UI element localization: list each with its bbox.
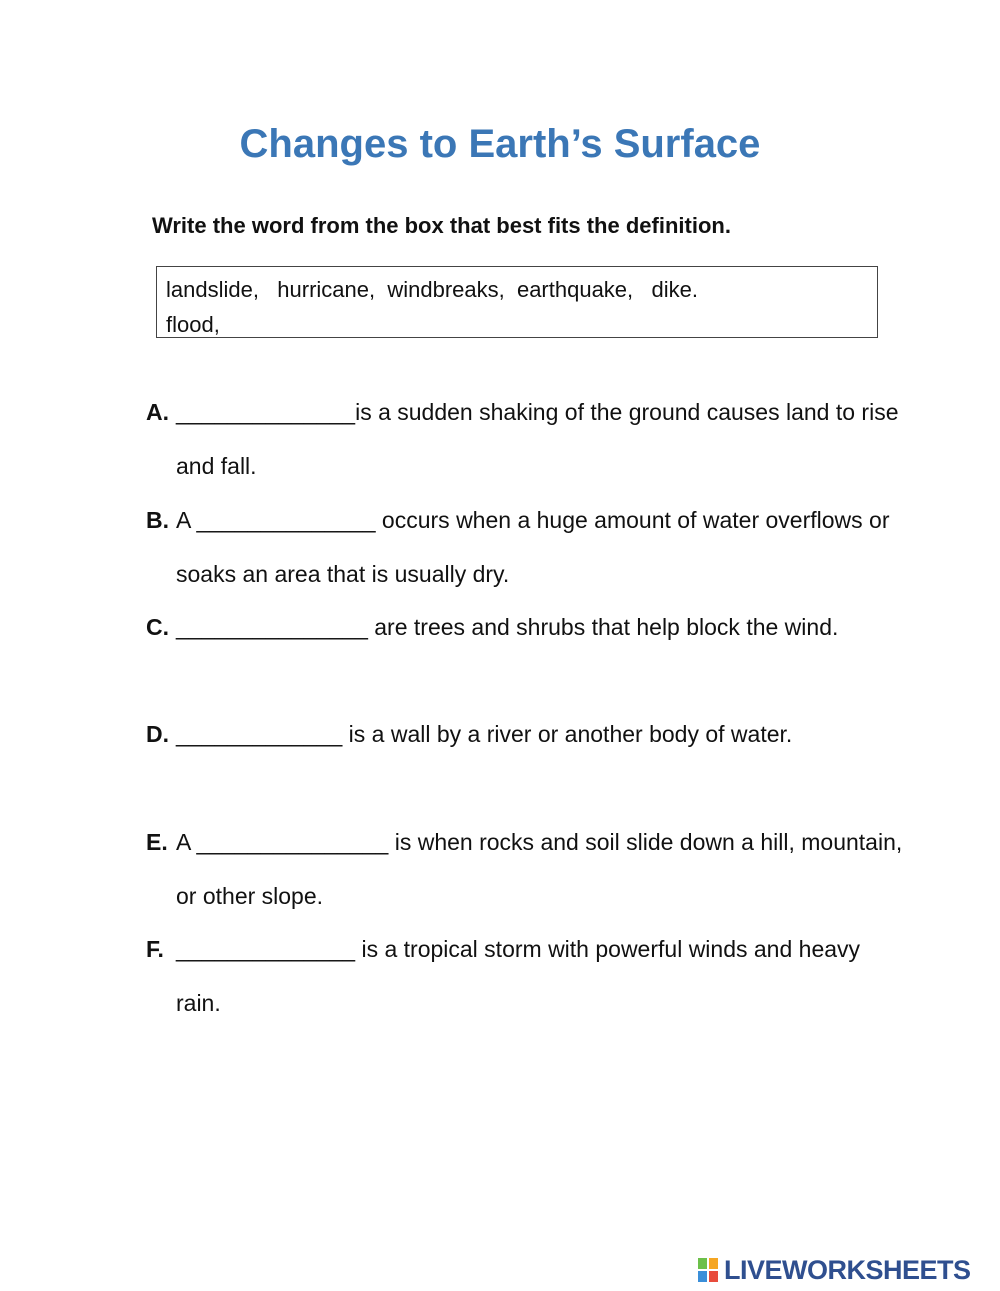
logo-text: LIVEWORKSHEETS xyxy=(724,1255,971,1285)
question-letter: C. xyxy=(146,614,169,640)
word-bank-line-2: flood, xyxy=(166,312,220,337)
word-bank-line-1: landslide, hurricane, windbreaks, earthquake, dike. xyxy=(166,277,698,302)
question-c xyxy=(146,600,906,654)
question-a xyxy=(146,385,906,493)
question-text: A _______________ is when rocks and soil slide down a hill, mountain, or other slope. xyxy=(176,829,903,909)
question-letter: E. xyxy=(146,829,168,855)
question-letter: D. xyxy=(146,721,169,747)
question-text: ______________is a sudden shaking of the ground causes land to rise and fall. xyxy=(176,399,899,479)
liveworksheets-logo-icon xyxy=(698,1258,720,1284)
liveworksheets-logo xyxy=(698,1255,971,1286)
question-f xyxy=(146,922,906,1030)
question-b xyxy=(146,493,906,601)
question-d xyxy=(146,707,906,761)
instructions: Write the word from the box that best fits the definition. xyxy=(152,213,731,238)
question-text: A ______________ occurs when a huge amount of water overflows or soaks an area that is usually dry. xyxy=(176,507,890,587)
question-e xyxy=(146,815,906,923)
question-text: ______________ is a tropical storm with powerful winds and heavy rain. xyxy=(176,936,861,1016)
word-bank-box xyxy=(156,266,878,338)
worksheet-title: Changes to Earth’s Surface xyxy=(239,122,761,166)
question-letter: B. xyxy=(146,507,169,533)
question-text: _____________ is a wall by a river or another body of water. xyxy=(176,721,793,747)
question-text: _______________ are trees and shrubs that help block the wind. xyxy=(176,614,839,640)
question-letter: F. xyxy=(146,936,164,962)
question-letter: A. xyxy=(146,399,169,425)
